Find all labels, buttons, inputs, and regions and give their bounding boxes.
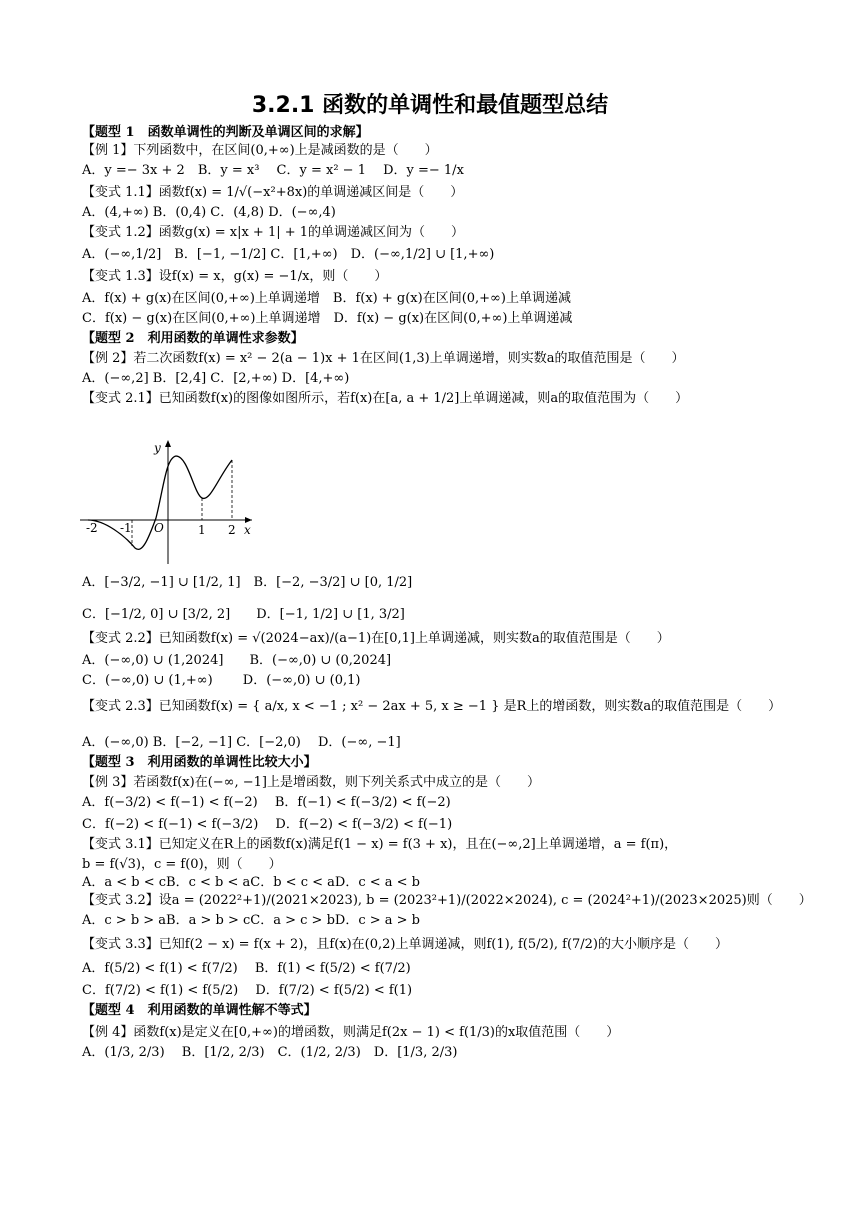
question-line: C．f(−2) < f(−1) < f(−3/2) D．f(−2) < f(−3/2) < f(−1)	[82, 817, 453, 832]
question-line: A．(−∞,0) B．[−2, −1] C．[−2,0) D．(−∞, −1]	[82, 735, 401, 750]
document-title: 3.2.1 函数的单调性和最值题型总结	[251, 93, 609, 118]
question-line: 【变式 2.1】已知函数f(x)的图像如图所示，若f(x)在[a, a + 1/2]上单调递减，则a的取值范围为（ ）	[82, 391, 689, 406]
question-line: A．f(−3/2) < f(−1) < f(−2) B．f(−1) < f(−3/2) < f(−2)	[82, 795, 451, 810]
y-axis-label: y	[154, 441, 161, 455]
question-line: 【题型 3 利用函数的单调性比较大小】	[82, 755, 317, 770]
tick-label-2: 2	[228, 523, 236, 537]
question-line: 【变式 1.1】函数f(x) = 1/√(−x²+8x)的单调递减区间是（ ）	[82, 185, 464, 200]
question-line: A．(−∞,1/2] B．[−1, −1/2] C．[1,+∞) D．(−∞,1/2] ∪ [1,+∞)	[82, 247, 495, 262]
question-line: A．(−∞,0) ∪ (1,2024] B．(−∞,0) ∪ (0,2024]	[82, 653, 392, 668]
question-line: C．f(7/2) < f(1) < f(5/2) D．f(7/2) < f(5/2) < f(1)	[82, 983, 413, 998]
question-line: A．(−∞,2] B．[2,4] C．[2,+∞) D．[4,+∞)	[82, 371, 350, 386]
question-line: 【例 1】下列函数中，在区间(0,+∞)上是减函数的是（ ）	[82, 143, 438, 158]
question-line: A．[−3/2, −1] ∪ [1/2, 1] B．[−2, −3/2] ∪ [0, 1/2]	[82, 575, 413, 590]
x-axis-label: x	[244, 523, 251, 537]
question-line: 【变式 3.2】设a = (2022²+1)/(2021×2023), b = (2023²+1)/(2022×2024), c = (2024²+1)/(2023×2025)则（ ）	[82, 893, 812, 908]
function-curve	[88, 456, 232, 549]
question-line: 【例 4】函数f(x)是定义在[0,+∞)的增函数，则满足f(2x − 1) < f(1/3)的x取值范围（ ）	[82, 1025, 620, 1040]
tick-label-1: 1	[198, 523, 206, 537]
question-line: 【变式 2.2】已知函数f(x) = √(2024−ax)/(a−1)在[0,1]上单调递减，则实数a的取值范围是（ ）	[82, 631, 670, 646]
question-line: 【变式 1.2】函数g(x) = x|x + 1| + 1的单调递减区间为（ ）	[82, 225, 465, 240]
tick-label-neg1: -1	[120, 521, 132, 535]
y-axis-arrow	[165, 440, 171, 447]
question-line: A．f(x) + g(x)在区间(0,+∞)上单调递增 B．f(x) + g(x)在区间(0,+∞)上单调递减	[82, 291, 571, 306]
question-line: C．(−∞,0) ∪ (1,+∞) D．(−∞,0) ∪ (0,1)	[82, 673, 361, 688]
tick-label-neg2: -2	[86, 521, 98, 535]
question-line: 【题型 4 利用函数的单调性解不等式】	[82, 1003, 317, 1018]
question-line: A．y =− 3x + 2 B．y = x³ C．y = x² − 1 D．y =− 1/x	[82, 163, 464, 178]
question-line: 【变式 2.3】已知函数f(x) = { a/x, x < −1 ; x² − 2ax + 5, x ≥ −1 } 是R上的增函数，则实数a的取值范围是（ ）	[82, 699, 782, 714]
question-line: A．f(5/2) < f(1) < f(7/2) B．f(1) < f(5/2) < f(7/2)	[82, 961, 411, 976]
function-graph	[80, 436, 260, 566]
question-line: A．c > b > aB．a > b > cC．a > c > bD．c > a > b	[82, 913, 420, 928]
question-line: A．(4,+∞) B．(0,4) C．(4,8) D．(−∞,4)	[82, 205, 336, 220]
question-line: C．[−1/2, 0] ∪ [3/2, 2] D．[−1, 1/2] ∪ [1, 3/2]	[82, 607, 405, 622]
question-line: 【例 2】若二次函数f(x) = x² − 2(a − 1)x + 1在区间(1,3)上单调递增，则实数a的取值范围是（ ）	[82, 351, 685, 366]
question-line: A．a < b < cB．c < b < aC．b < c < aD．c < a < b	[82, 875, 420, 890]
question-line: 【例 3】若函数f(x)在(−∞, −1]上是增函数，则下列关系式中成立的是（ ）	[82, 775, 540, 790]
question-line: C．f(x) − g(x)在区间(0,+∞)上单调递增 D．f(x) − g(x)在区间(0,+∞)上单调递减	[82, 311, 573, 326]
origin-label: O	[154, 521, 164, 535]
question-line: 【变式 3.3】已知f(2 − x) = f(x + 2)，且f(x)在(0,2)上单调递减，则f(1), f(5/2), f(7/2)的大小顺序是（ ）	[82, 937, 729, 952]
question-line: 【变式 1.3】设f(x) = x，g(x) = −1/x，则（ ）	[82, 269, 388, 284]
question-line: 【题型 2 利用函数的单调性求参数】	[82, 331, 304, 346]
question-line: A．(1/3, 2/3) B．[1/2, 2/3) C．(1/2, 2/3) D．[1/3, 2/3)	[82, 1045, 458, 1060]
question-line: 【变式 3.1】已知定义在R上的函数f(x)满足f(1 − x) = f(3 + x)，且在(−∞,2]上单调递增，a = f(π)，	[82, 837, 678, 852]
question-line: b = f(√3)，c = f(0)，则（ ）	[82, 857, 282, 872]
question-line: 【题型 1 函数单调性的判断及单调区间的求解】	[82, 125, 369, 140]
